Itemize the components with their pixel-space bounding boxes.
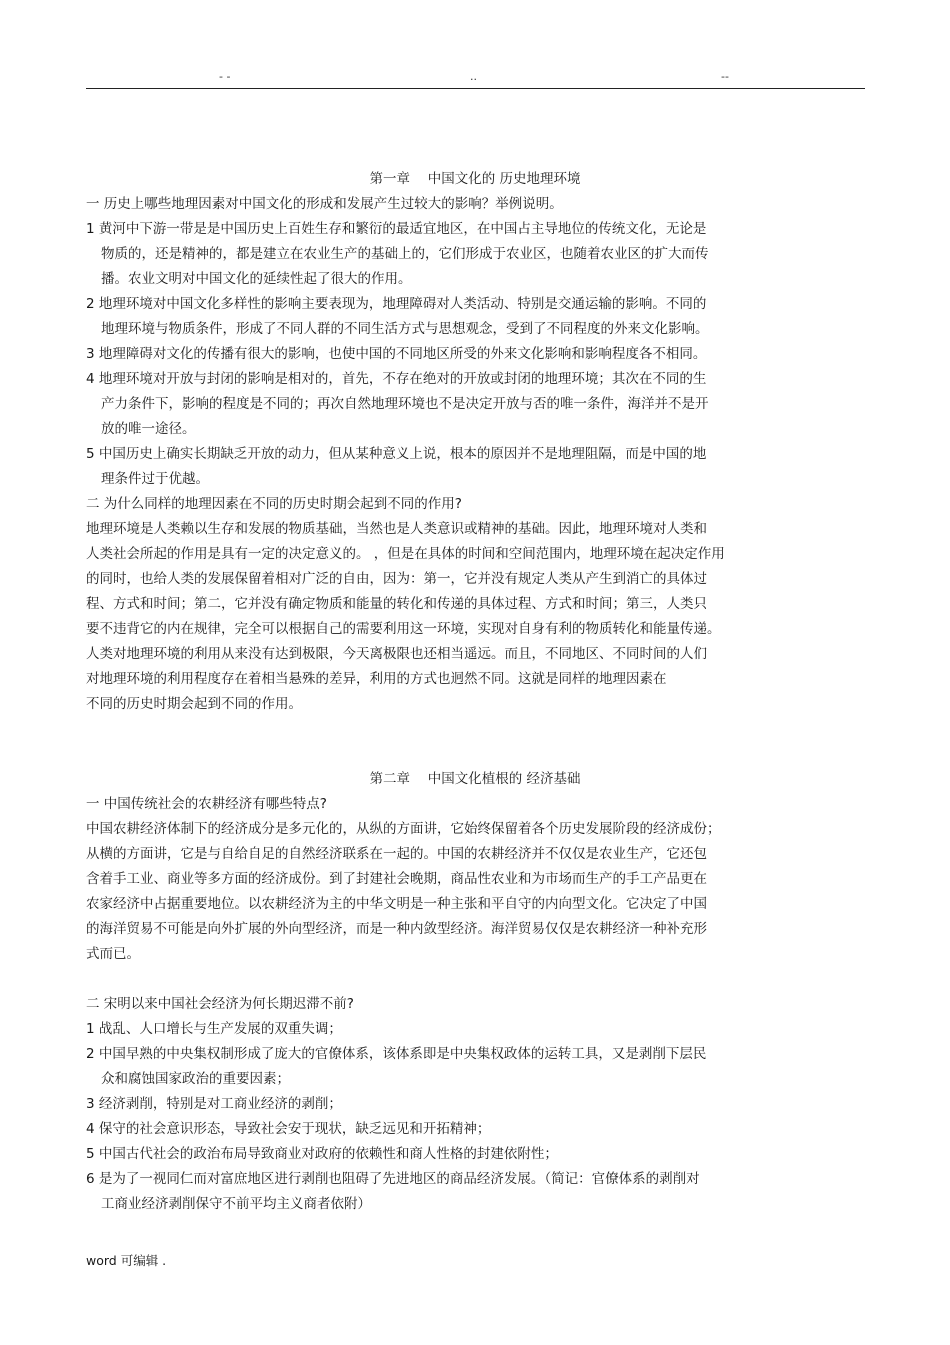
chapter1-answer-3-line: 3 地理障碍对文化的传播有很大的影响，也使中国的不同地区所受的外来文化影响和影响程度各不相同。 bbox=[86, 346, 707, 362]
chapter2-item-2-line: 2 中国早熟的中央集权制形成了庞大的官僚体系，该体系即是中央集权政体的运转工具，又是剥削下层民 bbox=[86, 1046, 707, 1062]
chapter2-question-1-answer-line: 中国农耕经济体制下的经济成分是多元化的，从纵的方面讲，它始终保留着各个历史发展阶段的经济成份； bbox=[86, 821, 721, 837]
chapter1-answer-2-line: 2 地理环境对中国文化多样性的影响主要表现为，地理障碍对人类活动、特别是交通运输的影响。不同的 bbox=[86, 296, 707, 312]
chapter1-question-2-answer-line: 地理环境是人类赖以生存和发展的物质基础，当然也是人类意识或精神的基础。因此，地理环境对人类和 bbox=[86, 521, 707, 537]
chapter2-item-6-line: 工商业经济剥削保守不前平均主义商者依附） bbox=[101, 1196, 371, 1212]
footer-note: word 可编辑 . bbox=[86, 1253, 167, 1268]
chapter2-item-5: 5 中国古代社会的政治布局导致商业对政府的依赖性和商人性格的封建依附性； bbox=[86, 1146, 558, 1162]
chapter2-question-1-answer-line: 式而已。 bbox=[86, 946, 140, 962]
header-center: .. bbox=[470, 70, 477, 83]
chapter2-question-1: 一 中国传统社会的农耕经济有哪些特点? bbox=[86, 796, 327, 812]
chapter2-item-1: 1 战乱、人口增长与生产发展的双重失调； bbox=[86, 1021, 342, 1037]
chapter1-question-2-answer-line: 程、方式和时间；第二，它并没有确定物质和能量的转化和传递的具体过程、方式和时间；第三，人类只 bbox=[86, 596, 707, 612]
chapter1-answer-1-line: 播。农业文明对中国文化的延续性起了很大的作用。 bbox=[101, 271, 412, 287]
chapter1-answer-4-line: 放的唯一途径。 bbox=[101, 421, 196, 437]
chapter1-question-1: 一 历史上哪些地理因素对中国文化的形成和发展产生过较大的影响？举例说明。 bbox=[86, 196, 563, 212]
chapter2-item-4: 4 保守的社会意识形态，导致社会安于现状，缺乏远见和开拓精神； bbox=[86, 1121, 491, 1137]
chapter1-question-2-answer-line: 人类对地理环境的利用从来没有达到极限，今天离极限也还相当遥远。而且，不同地区、不同时间的人们 bbox=[86, 646, 707, 662]
header-left: - - bbox=[219, 70, 231, 83]
chapter1-answer-2-line: 地理环境与物质条件，形成了不同人群的不同生活方式与思想观念，受到了不同程度的外来文化影响。 bbox=[101, 321, 709, 337]
chapter1-answer-5-line: 理条件过于优越。 bbox=[101, 471, 209, 487]
chapter2-title: 第二章 中国文化植根的 经济基础 bbox=[369, 771, 581, 787]
chapter1-answer-1-line: 物质的，还是精神的，都是建立在农业生产的基础上的，它们形成于农业区，也随着农业区的扩大而传 bbox=[101, 246, 709, 262]
chapter1-question-2: 二 为什么同样的地理因素在不同的历史时期会起到不同的作用? bbox=[86, 496, 462, 512]
chapter2-question-1-answer-line: 农家经济中占据重要地位。以农耕经济为主的中华文明是一种主张和平自守的内向型文化。它决定了中国 bbox=[86, 896, 707, 912]
chapter1-answer-1-line: 1 黄河中下游一带是是中国历史上百姓生存和繁衍的最适宜地区，在中国占主导地位的传统文化，无论是 bbox=[86, 221, 707, 237]
chapter2-question-1-answer-line: 的海洋贸易不可能是向外扩展的外向型经济，而是一种内敛型经济。海洋贸易仅仅是农耕经济一种补充形 bbox=[86, 921, 707, 937]
chapter1-answer-4-line: 4 地理环境对开放与封闭的影响是相对的，首先，不存在绝对的开放或封闭的地理环境；其次在不同的生 bbox=[86, 371, 707, 387]
chapter1-question-2-answer-line: 的同时，也给人类的发展保留着相对广泛的自由，因为：第一，它并没有规定人类从产生到消亡的具体过 bbox=[86, 571, 707, 587]
chapter2-question-2: 二 宋明以来中国社会经济为何长期迟滞不前? bbox=[86, 996, 354, 1012]
chapter1-question-2-answer-line: 对地理环境的利用程度存在着相当悬殊的差异，利用的方式也迥然不同。这就是同样的地理因素在 bbox=[86, 671, 667, 687]
chapter1-question-2-answer-line: 要不违背它的内在规律，完全可以根据自己的需要利用这一环境，实现对自身有利的物质转化和能量传递。 bbox=[86, 621, 721, 637]
chapter1-answer-4-line: 产力条件下，影响的程度是不同的；再次自然地理环境也不是决定开放与否的唯一条件，海洋并不是开 bbox=[101, 396, 709, 412]
chapter2-question-1-answer-line: 从横的方面讲，它是与自给自足的自然经济联系在一起的。中国的农耕经济并不仅仅是农业生产，它还包 bbox=[86, 846, 707, 862]
chapter1-question-2-answer-line: 不同的历史时期会起到不同的作用。 bbox=[86, 696, 302, 712]
header-right: -- bbox=[721, 70, 729, 83]
chapter1-question-2-answer-line: 人类社会所起的作用是具有一定的决定意义的。 ，但是在具体的时间和空间范围内，地理环境在起决定作用 bbox=[86, 546, 725, 562]
chapter1-answer-5-line: 5 中国历史上确实长期缺乏开放的动力，但从某种意义上说，根本的原因并不是地理阻隔，而是中国的地 bbox=[86, 446, 707, 462]
chapter1-title: 第一章 中国文化的 历史地理环境 bbox=[369, 171, 581, 187]
chapter2-item-3: 3 经济剥削，特别是对工商业经济的剥削； bbox=[86, 1096, 342, 1112]
chapter2-item-6-line: 6 是为了一视同仁而对富庶地区进行剥削也阻碍了先进地区的商品经济发展。（简记：官僚体系的剥削对 bbox=[86, 1171, 700, 1187]
chapter2-item-2-line: 众和腐蚀国家政治的重要因素； bbox=[101, 1071, 290, 1087]
chapter2-question-1-answer-line: 含着手工业、商业等多方面的经济成份。到了封建社会晚期，商品性农业和为市场而生产的手工产品更在 bbox=[86, 871, 707, 887]
header-rule bbox=[86, 88, 865, 89]
